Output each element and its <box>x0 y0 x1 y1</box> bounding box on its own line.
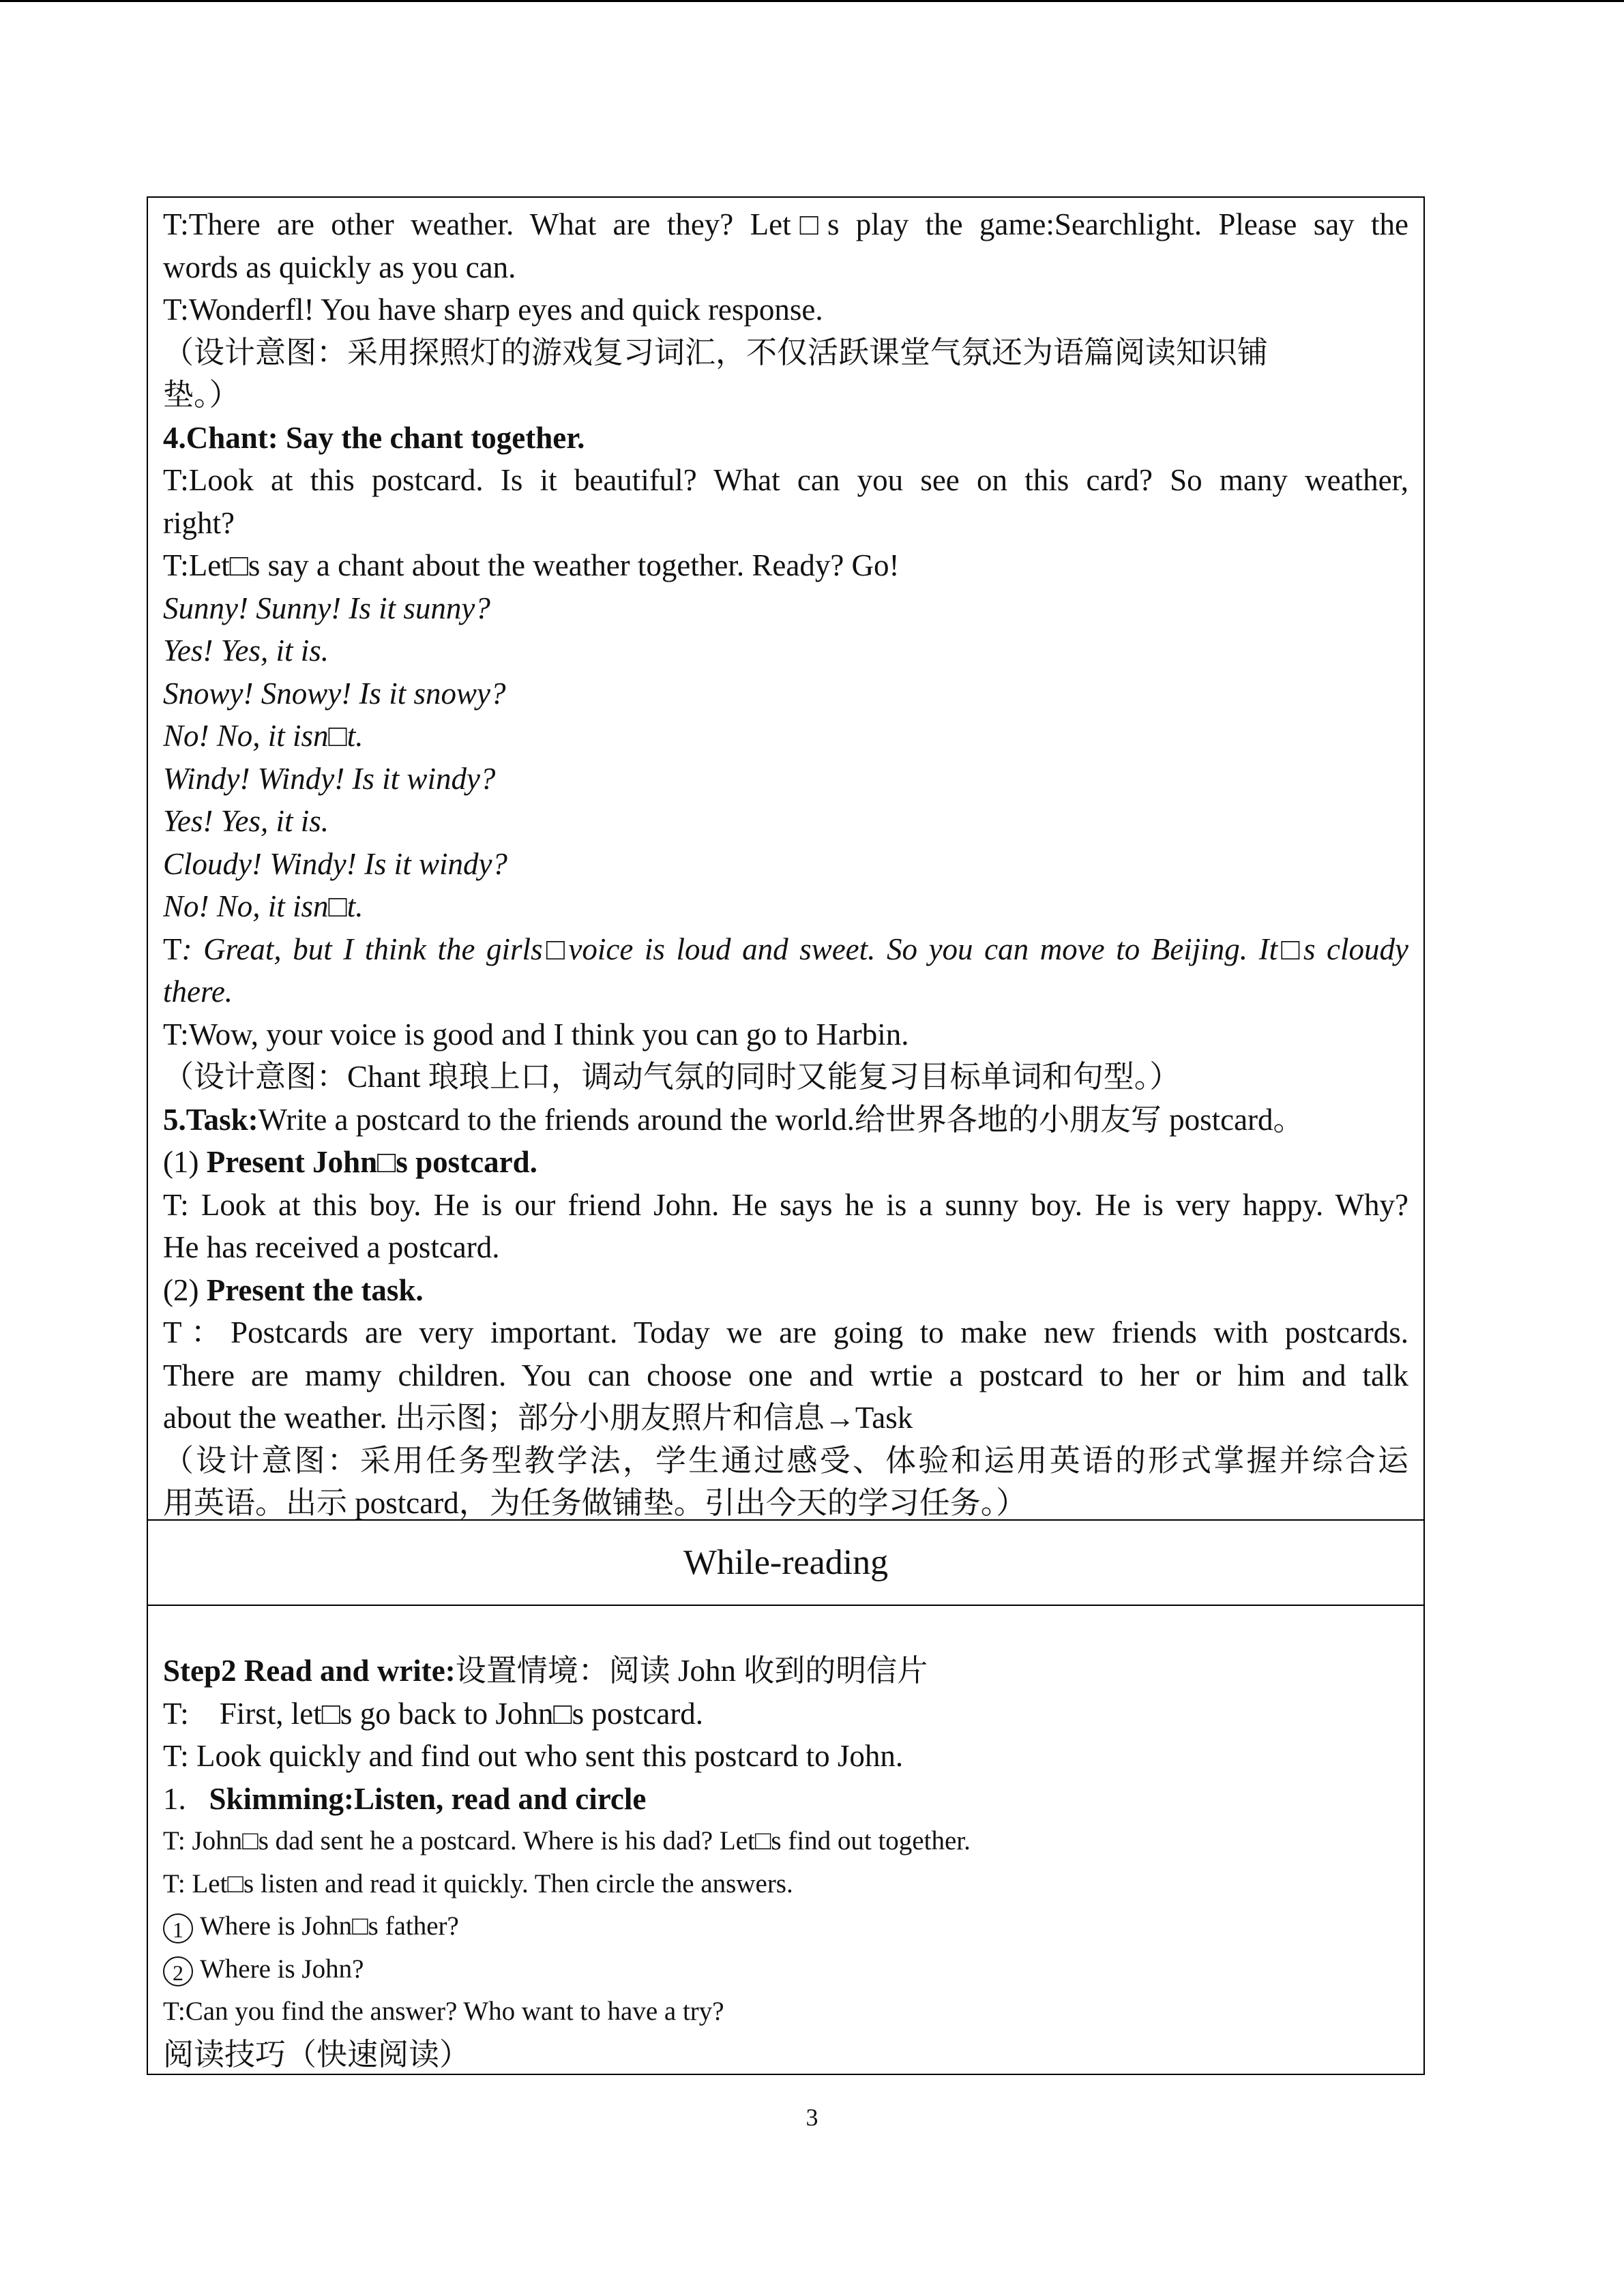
text-line: T: First, let□s go back to John□s postcard. <box>163 1696 704 1731</box>
text-line: He has received a postcard. <box>163 1230 500 1264</box>
speaker-label: T <box>163 931 182 966</box>
design-intent-line: （设计意图：采用探照灯的游戏复习词汇，不仅活跃课堂气氛还为语篇阅读知识铺 <box>163 335 1269 370</box>
section-header-while-reading <box>148 1519 1423 1606</box>
sub-label: Skimming:Listen, read and circle <box>209 1781 647 1816</box>
task-line <box>163 1099 1408 1142</box>
text-line: T: John□s dad sent he a postcard. Where is his dad? Let□s find out together. <box>163 1826 971 1855</box>
step-line <box>163 1650 1408 1693</box>
text-line: There are mamy children. You can choose one and wrtie a postcard to her or him and talk <box>163 1358 1408 1392</box>
text-line: T:Look at this postcard. Is it beautiful? What can you see on this card? So many weather, <box>163 463 1408 497</box>
chant-line: Windy! Windy! Is it windy? <box>163 761 496 796</box>
design-intent-line: （设计意图：采用任务型教学法，学生通过感受、体验和运用英语的形式掌握并综合运 <box>163 1443 1408 1478</box>
page-number: 3 <box>806 2104 818 2131</box>
sub-label: Present John□s postcard. <box>206 1145 537 1179</box>
text-line <box>163 928 1408 971</box>
text-line: T: Let□s listen and read it quickly. Then circle the answers. <box>163 1868 793 1898</box>
step-text: 设置情境：阅读 John 收到的明信片 <box>455 1654 928 1688</box>
sub-number: 1. <box>163 1781 209 1816</box>
subheading-line <box>163 1778 1408 1821</box>
text-line: words as quickly as you can. <box>163 250 516 284</box>
text-line: there. <box>163 974 233 1009</box>
design-intent-line: 用英语。出示 postcard，为任务做铺垫。引出今天的学习任务。） <box>163 1486 1027 1520</box>
circled-number: 1 <box>163 1913 193 1943</box>
subheading-line <box>163 1269 1408 1312</box>
page-top-border <box>0 0 1624 2</box>
italic-text: : Great, but I think the girls□voice is loud and sweet. So you can move to Beijing. It□s cloudy <box>181 931 1408 966</box>
text-line: 阅读技巧（快速阅读） <box>163 2037 471 2072</box>
text-line: T: Look at this boy. He is our friend John. He says he is a sunny boy. He is very happy. Why? <box>163 1187 1408 1222</box>
task-label: 5.Task: <box>163 1102 259 1137</box>
sub-number: (2) <box>163 1272 207 1307</box>
text-line: T:There are other weather. What are they? Let□s play the game:Searchlight. Please say the <box>163 207 1408 241</box>
section-heading-chant: 4.Chant: Say the chant together. <box>163 420 585 455</box>
design-intent-line: （设计意图：Chant 琅琅上口，调动气氛的同时又能复习目标单词和句型。） <box>163 1060 1181 1094</box>
chant-line: Snowy! Snowy! Is it snowy? <box>163 676 506 711</box>
step-label: Step2 Read and write: <box>163 1654 456 1688</box>
text-line: T:Wow, your voice is good and I think you can go to Harbin. <box>163 1017 909 1052</box>
question-line <box>163 1905 1408 1948</box>
chant-line: Yes! Yes, it is. <box>163 633 329 668</box>
question-text: Where is John□s father? <box>200 1911 459 1941</box>
sub-label: Present the task. <box>206 1272 424 1307</box>
sub-number: (1) <box>163 1145 207 1179</box>
text-line: about the weather. 出示图；部分小朋友照片和信息→Task <box>163 1401 913 1435</box>
chant-line: No! No, it isn□t. <box>163 889 364 923</box>
lesson-cell-while-reading <box>148 1606 1423 2074</box>
chant-line: No! No, it isn□t. <box>163 719 364 753</box>
text-line: right? <box>163 505 235 540</box>
question-line <box>163 1948 1408 1991</box>
chant-line: Sunny! Sunny! Is it sunny? <box>163 591 490 625</box>
question-text: Where is John? <box>200 1954 364 1984</box>
lesson-cell-pre-reading <box>148 198 1423 1519</box>
chant-line: Yes! Yes, it is. <box>163 804 329 838</box>
circled-number: 2 <box>163 1956 193 1986</box>
text-line: T:Wonderfl! You have sharp eyes and quick response. <box>163 293 823 327</box>
chant-line: Cloudy! Windy! Is it windy? <box>163 846 507 881</box>
lesson-plan-table <box>147 196 1425 2075</box>
text-line: T:Let□s say a chant about the weather together. Ready? Go! <box>163 548 900 582</box>
design-intent-line: 垫。） <box>163 378 240 412</box>
text-line: T:Can you find the answer? Who want to have a try? <box>163 1997 724 2026</box>
text-line: T: Look quickly and find out who sent this postcard to John. <box>163 1739 904 1773</box>
task-text: Write a postcard to the friends around the world.给世界各地的小朋友写 postcard。 <box>258 1102 1304 1137</box>
subheading-line <box>163 1141 1408 1184</box>
section-header-label: While-reading <box>683 1543 889 1582</box>
text-line: T：Postcards are very important. Today we are going to make new friends with postcards. <box>163 1315 1408 1350</box>
